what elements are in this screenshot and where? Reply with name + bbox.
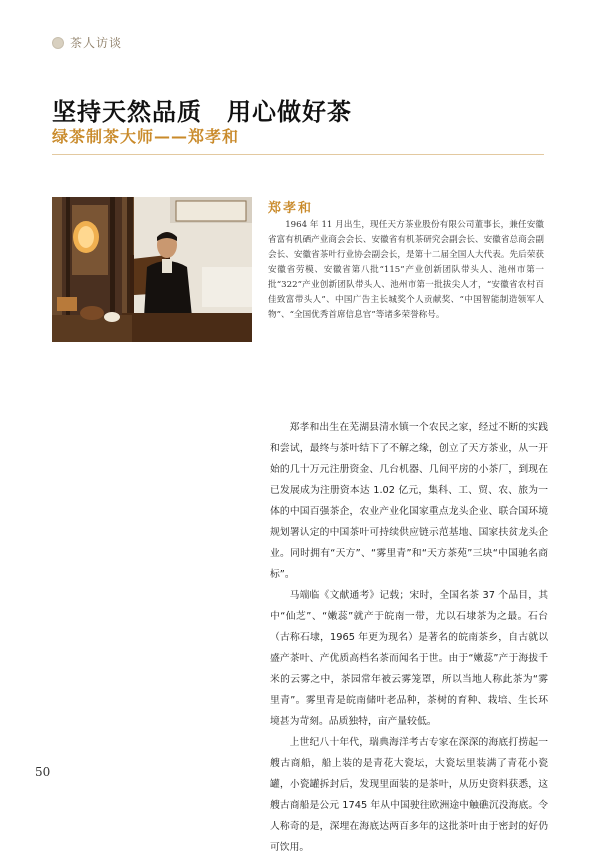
portrait-photo bbox=[52, 197, 252, 342]
body-paragraph-3: 上世纪八十年代，瑞典海洋考古专家在深深的海底打捞起一艘古商船，船上装的是青花大瓷坛，大瓷坛里装满了青花小瓷罐，小瓷罐拆封后，发现里面装的是茶叶，从历史资料获悉，这艘古商船是公元 1745 年从中国驶往欧洲途中触礁沉没海底。令人称奇的是，深埋在海底达两百多年的这批茶叶由于密封的好仍可饮用。 bbox=[270, 737, 548, 853]
article-title: 坚持天然品质 用心做好茶 bbox=[52, 97, 352, 126]
body-paragraph-2: 马端临《文献通考》记载；宋时，全国名茶 37 个品目，其中“仙芝”、“嫩蕊”就产于皖南一带，尤以石埭茶为之最。石台（古称石埭，1965 年更为现名）是著名的皖南茶乡，自古就以盛产茶叶、产优质高档名茶而闻名于世。由于“嫩蕊”产于海拔千米的云雾之中，茶园常年被云雾笼罩，所以当地人称此茶为“雾里青”。雾里青是皖南储叶老品种，茶树的育种、栽培、生长环境甚为苛刻。品质独特，亩产量较低。 bbox=[270, 590, 548, 727]
article-subtitle: 绿茶制茶大师——郑孝和 bbox=[52, 127, 240, 146]
body-paragraph-1: 郑孝和出生在芜湖县清水镇一个农民之家，经过不断的实践和尝试，最终与茶叶结下了不解之缘，创立了天方茶业，从一开始的几十万元注册资金、几台机器、几间平房的小茶厂，到现在已发展成为注册资本达 1.02 亿元，集科、工、贸、农、旅为一体的中国百强茶企，农业产业化国家重点龙头企业、联合国环境规划署认定的中国茶叶可持续供应链示范基地、国家扶贫龙头企业。同时拥有“天方”、“雾里青”和“天方茶苑”三块“中国驰名商标”。 bbox=[270, 422, 548, 580]
section-bullet-icon bbox=[52, 37, 64, 49]
section-tag bbox=[52, 34, 122, 51]
title-divider bbox=[52, 154, 544, 155]
page-number: 50 bbox=[35, 765, 51, 779]
portrait-illustration bbox=[52, 197, 252, 342]
bio-text: 1964 年 11 月出生，现任天方茶业股份有限公司董事长，兼任安徽省富有机硒产业商会会长、安徽省有机茶研究会副会长、安徽省总商会副会长、安徽省茶叶行业协会副会长，是第十二届全国人大代表。先后荣获安徽省劳模、安徽省第八批“115”产业创新团队带头人、池州市第一批“322”产业创新团队带头人、池州市第一批拔尖人才，“安徽省农村百佳致富带头人”、中国广告主长城奖个人贡献奖、“中国智能制造领军人物”、“全国优秀首席信息官”等诸多荣誉称号。 bbox=[268, 220, 544, 320]
section-tag-label: 茶人访谈 bbox=[70, 36, 123, 50]
article-body bbox=[270, 417, 548, 858]
bio-name: 郑孝和 bbox=[268, 201, 314, 216]
